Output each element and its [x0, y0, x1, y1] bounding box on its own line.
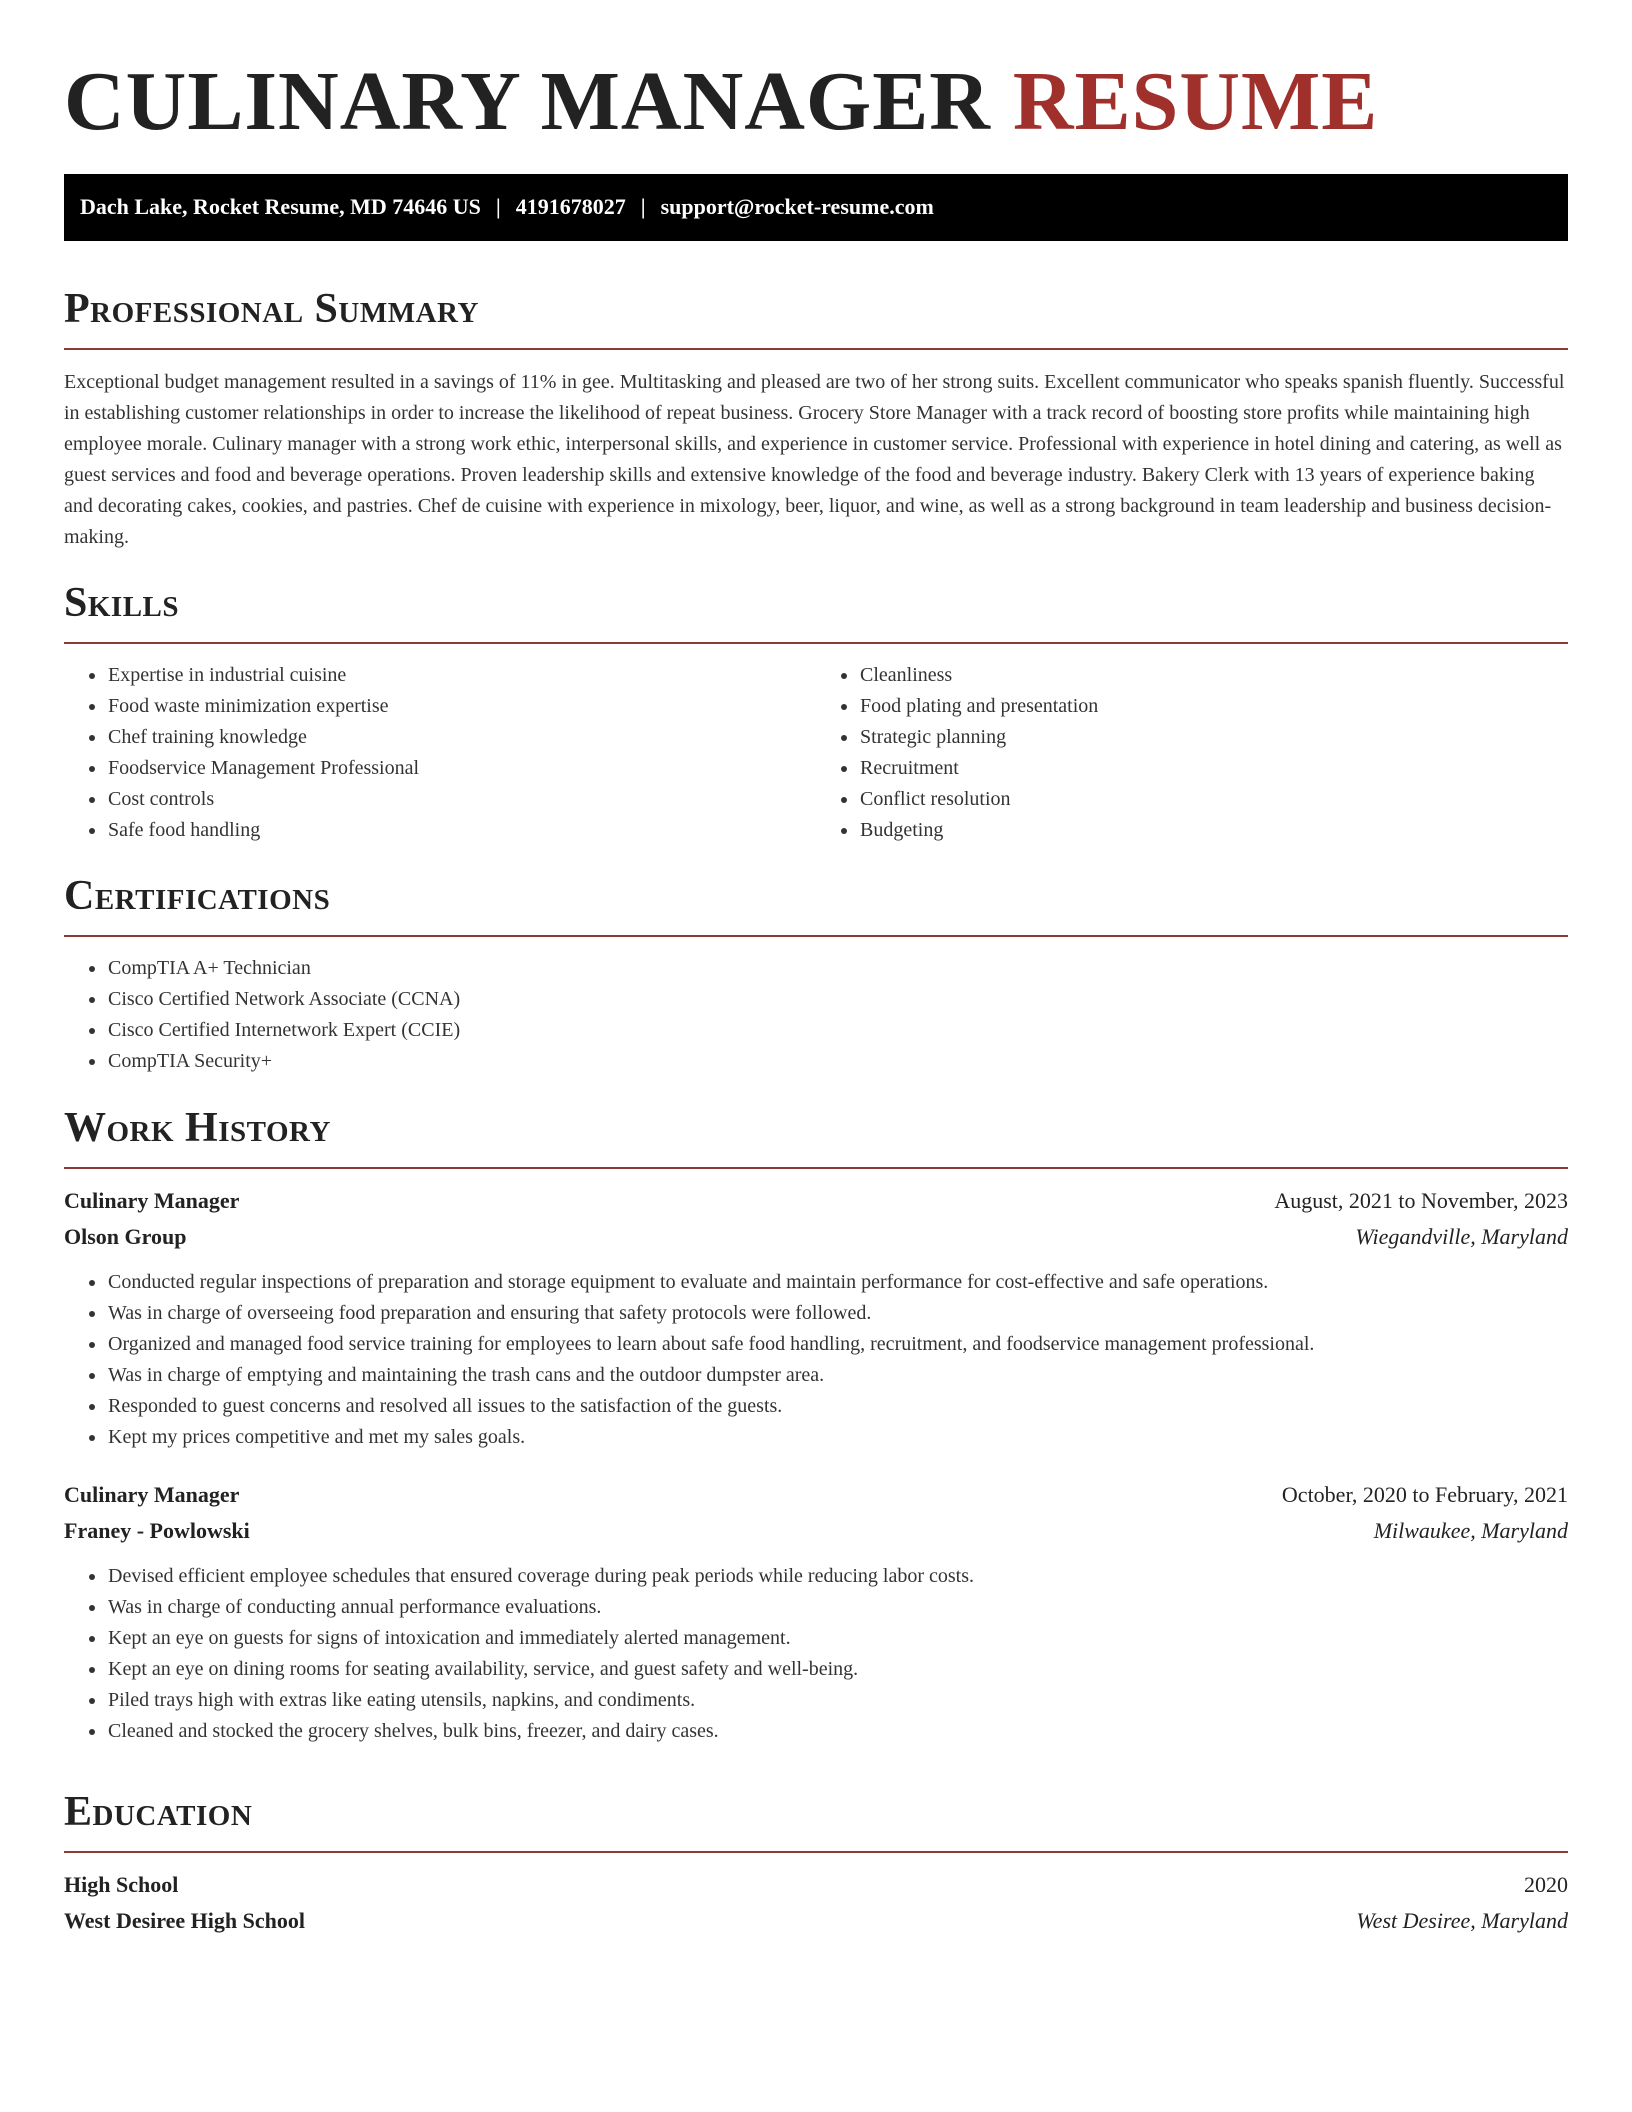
- section-divider: [64, 935, 1568, 937]
- job-duty: • Was in charge of overseeing food preparation and ensuring that safety protocols were followed.: [107, 1298, 1568, 1329]
- skill-item: • Budgeting: [859, 815, 1568, 846]
- job-title: Culinary Manager: [64, 1482, 240, 1508]
- education-subheader: [64, 1903, 1568, 1939]
- job-entry: [64, 1183, 1568, 1453]
- section-divider: [64, 348, 1568, 350]
- job-duties: [64, 1561, 1568, 1747]
- job-duty: • Cleaned and stocked the grocery shelves, bulk bins, freezer, and dairy cases.: [107, 1716, 1568, 1747]
- education-entry: [64, 1867, 1568, 1939]
- contact-separator: |: [640, 194, 646, 220]
- certification-item: • CompTIA Security+: [107, 1046, 1568, 1077]
- section-title-certifications: Certifications: [64, 873, 331, 919]
- resume-page: [64, 0, 1568, 1934]
- job-duty: • Kept an eye on guests for signs of intoxication and immediately alerted management.: [107, 1623, 1568, 1654]
- job-header: [64, 1183, 1568, 1219]
- job-company: Olson Group: [64, 1224, 187, 1250]
- skills-list-left: [64, 660, 816, 846]
- certifications-list: [64, 953, 1568, 1077]
- contact-bar: [64, 174, 1568, 241]
- job-duty: • Was in charge of emptying and maintaining the trash cans and the outdoor dumpster area.: [107, 1360, 1568, 1391]
- section-divider: [64, 1167, 1568, 1169]
- skills-grid: [64, 660, 1568, 846]
- contact-email[interactable]: support@rocket-resume.com: [660, 194, 934, 220]
- skill-item: • Foodservice Management Professional: [107, 753, 816, 784]
- work-history-section: [64, 1105, 1568, 1747]
- section-title-summary: Professional Summary: [64, 286, 479, 332]
- education-section: [64, 1789, 1568, 1939]
- education-year: 2020: [1524, 1872, 1568, 1898]
- job-duty: • Was in charge of conducting annual performance evaluations.: [107, 1592, 1568, 1623]
- job-duty: • Piled trays high with extras like eating utensils, napkins, and condiments.: [107, 1685, 1568, 1716]
- skill-item: • Food waste minimization expertise: [107, 691, 816, 722]
- job-entry: [64, 1477, 1568, 1747]
- skill-item: • Food plating and presentation: [859, 691, 1568, 722]
- job-dates: October, 2020 to February, 2021: [1281, 1482, 1568, 1508]
- certification-item: • Cisco Certified Internetwork Expert (CCIE): [107, 1015, 1568, 1046]
- job-header: [64, 1477, 1568, 1513]
- education-degree: High School: [64, 1872, 179, 1898]
- summary-text: Exceptional budget management resulted in a savings of 11% in gee. Multitasking and pleased are two of her strong suits. Excellent communicator who speaks spanish fluently. Successful in establishing customer relationships in order to increase the likelihood of repeat business. Grocery Store Manager with a track record of boosting store profits while maintaining high employee morale. Culinary manager with a strong work ethic, interpersonal skills, and experience in customer service. Professional with experience in hotel dining and catering, as well as guest services and food and beverage operations. Proven leadership skills and extensive knowledge of the food and beverage industry. Bakery Clerk with 13 years of experience baking and decorating cakes, cookies, and pastries. Chef de cuisine with experience in mixology, beer, liquor, and wine, as well as a strong background in team leadership and business decision-making.: [64, 371, 1565, 549]
- section-divider: [64, 642, 1568, 644]
- job-dates: August, 2021 to November, 2023: [1274, 1188, 1568, 1214]
- job-subheader: [64, 1513, 1568, 1549]
- job-company: Franey - Powlowski: [64, 1518, 250, 1544]
- job-title: Culinary Manager: [64, 1188, 240, 1214]
- contact-address: Dach Lake, Rocket Resume, MD 74646 US: [80, 194, 481, 220]
- skills-list-right: [816, 660, 1568, 846]
- education-header: [64, 1867, 1568, 1903]
- section-title-education: Education: [64, 1789, 253, 1835]
- job-location: Wiegandville, Maryland: [1355, 1224, 1568, 1250]
- summary-section: [64, 286, 1568, 553]
- job-duty: • Kept my prices competitive and met my sales goals.: [107, 1422, 1568, 1453]
- job-duty: • Devised efficient employee schedules that ensured coverage during peak periods while reducing labor costs.: [107, 1561, 1568, 1592]
- skill-item: • Strategic planning: [859, 722, 1568, 753]
- title-main: CULINARY MANAGER: [64, 55, 991, 148]
- certification-item: • CompTIA A+ Technician: [107, 953, 1568, 984]
- education-location: West Desiree, Maryland: [1356, 1908, 1568, 1934]
- skill-item: • Chef training knowledge: [107, 722, 816, 753]
- section-title-work-history: Work History: [64, 1105, 331, 1151]
- skill-item: • Expertise in industrial cuisine: [107, 660, 816, 691]
- skills-section: [64, 580, 1568, 846]
- section-divider: [64, 1851, 1568, 1853]
- certifications-section: [64, 873, 1568, 1077]
- education-school: West Desiree High School: [64, 1908, 305, 1934]
- skill-item: • Conflict resolution: [859, 784, 1568, 815]
- resume-title: [64, 0, 1568, 153]
- skill-item: • Cleanliness: [859, 660, 1568, 691]
- section-title-skills: Skills: [64, 580, 180, 626]
- contact-separator: |: [495, 194, 501, 220]
- job-location: Milwaukee, Maryland: [1373, 1518, 1568, 1544]
- skill-item: • Cost controls: [107, 784, 816, 815]
- job-duty: • Kept an eye on dining rooms for seating availability, service, and guest safety and well-being.: [107, 1654, 1568, 1685]
- title-accent: RESUME: [1012, 55, 1379, 148]
- skill-item: • Recruitment: [859, 753, 1568, 784]
- job-duties: [64, 1267, 1568, 1453]
- job-duty: • Conducted regular inspections of preparation and storage equipment to evaluate and maintain performance for cost-effective and safe operations.: [107, 1267, 1568, 1298]
- certification-item: • Cisco Certified Network Associate (CCNA): [107, 984, 1568, 1015]
- job-duty: • Organized and managed food service training for employees to learn about safe food handling, recruitment, and foodservice management professional.: [107, 1329, 1568, 1360]
- skill-item: • Safe food handling: [107, 815, 816, 846]
- job-subheader: [64, 1219, 1568, 1255]
- contact-phone[interactable]: 4191678027: [515, 194, 626, 220]
- job-duty: • Responded to guest concerns and resolved all issues to the satisfaction of the guests.: [107, 1391, 1568, 1422]
